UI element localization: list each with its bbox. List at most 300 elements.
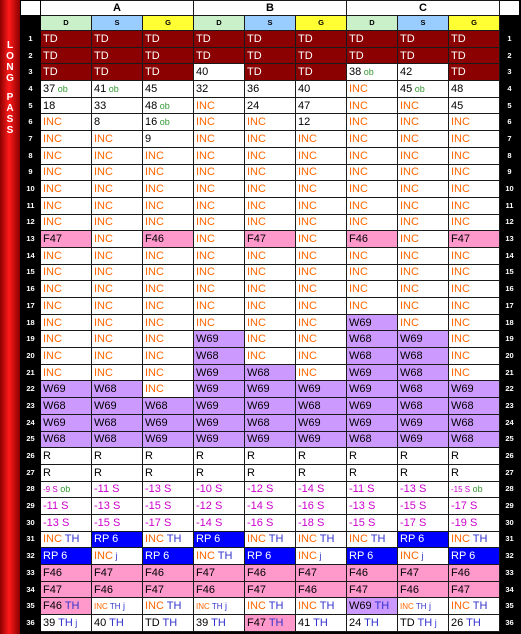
table-cell: INC [449, 247, 500, 264]
row-number: 24 [21, 414, 41, 431]
row-number: 5 [21, 97, 41, 114]
table-cell: INC [347, 114, 398, 131]
table-cell: INC [449, 197, 500, 214]
table-cell: W69 [449, 381, 500, 398]
table-cell: INC [398, 181, 449, 198]
row-number-right: 8 [500, 147, 520, 164]
table-cell: INC [41, 114, 92, 131]
row-number: 15 [21, 264, 41, 281]
table-row [21, 481, 520, 498]
sub-header-a-s: S [92, 16, 143, 31]
table-cell: INC [92, 214, 143, 231]
table-row [21, 214, 520, 231]
table-cell: INC [41, 364, 92, 381]
table-cell: INC [143, 214, 194, 231]
row-number-right: 20 [500, 348, 520, 365]
table-cell: F46 [41, 565, 92, 582]
table-cell: F46 [347, 231, 398, 248]
table-cell: -17 S [143, 514, 194, 531]
table-cell: INC [92, 264, 143, 281]
table-cell: INC TH [41, 531, 92, 548]
table-row [21, 164, 520, 181]
table-row [21, 97, 520, 114]
table-cell: -18 S [296, 514, 347, 531]
table-cell: 33 [92, 97, 143, 114]
row-number-right: 18 [500, 314, 520, 331]
table-cell: -15 S ob [449, 481, 500, 498]
table-cell: INC [347, 264, 398, 281]
table-row [21, 615, 520, 632]
table-cell: W68 [41, 398, 92, 415]
table-cell: INC [41, 348, 92, 365]
table-cell: -10 S [194, 481, 245, 498]
table-cell: INC [296, 348, 347, 365]
table-cell: INC [194, 281, 245, 298]
table-cell: INC [449, 364, 500, 381]
table-cell: -14 S [194, 514, 245, 531]
table-cell: W68 [245, 414, 296, 431]
table-row [21, 498, 520, 515]
table-cell: INC [296, 147, 347, 164]
row-number: 33 [21, 565, 41, 582]
table-cell: INC [245, 281, 296, 298]
table-cell: F47 [449, 231, 500, 248]
table-cell: W69 [143, 431, 194, 448]
row-number-right: 12 [500, 214, 520, 231]
table-cell: R [92, 448, 143, 465]
group-header-b: B [194, 1, 347, 16]
table-cell: R [41, 464, 92, 481]
table-cell: W69 [296, 381, 347, 398]
table-row [21, 531, 520, 548]
row-number: 28 [21, 481, 41, 498]
table-cell: 18 [41, 97, 92, 114]
table-cell: INC [194, 97, 245, 114]
table-cell: 45 [449, 97, 500, 114]
table-cell: INC [41, 214, 92, 231]
table-cell: INC [245, 348, 296, 365]
table-cell: F47 [347, 581, 398, 598]
table-row [21, 314, 520, 331]
table-cell: W69 [41, 414, 92, 431]
table-row [21, 598, 520, 615]
table-cell: INC [347, 147, 398, 164]
table-cell: INC [449, 131, 500, 148]
row-number-right: 22 [500, 381, 520, 398]
table-cell: -15 S [92, 514, 143, 531]
table-cell: INC [143, 348, 194, 365]
table-cell: TD [245, 64, 296, 81]
table-cell: R [296, 464, 347, 481]
table-cell: 24 [245, 97, 296, 114]
table-cell: TD [296, 47, 347, 64]
table-cell: INC [41, 164, 92, 181]
corner-cell-right [500, 16, 520, 31]
table-cell: INC [296, 314, 347, 331]
table-cell: RP 6 [41, 548, 92, 565]
table-cell: W69 [245, 398, 296, 415]
row-number: 13 [21, 231, 41, 248]
table-cell: F47 [449, 581, 500, 598]
row-number: 17 [21, 298, 41, 315]
table-cell: TD TH [143, 615, 194, 632]
table-cell: INC [398, 264, 449, 281]
table-cell: INC [245, 147, 296, 164]
table-row [21, 448, 520, 465]
table-cell: W68 [398, 364, 449, 381]
table-row [21, 548, 520, 565]
corner-cell [21, 1, 41, 16]
table-cell: INC [41, 247, 92, 264]
table-cell: INC [143, 181, 194, 198]
table-cell: INC [449, 314, 500, 331]
table-cell: INC [347, 197, 398, 214]
table-cell: INC TH [449, 531, 500, 548]
table-cell: INC [41, 264, 92, 281]
table-cell: F46 [398, 581, 449, 598]
table-cell: W69 [296, 431, 347, 448]
table-cell: INC [194, 314, 245, 331]
table-row [21, 131, 520, 148]
table-cell: INC [194, 264, 245, 281]
table-cell: -12 S [245, 481, 296, 498]
row-number-right: 2 [500, 47, 520, 64]
row-number: 9 [21, 164, 41, 181]
table-cell: INC [449, 348, 500, 365]
table-cell: -14 S [245, 498, 296, 515]
table-row [21, 281, 520, 298]
table-cell: W69 [245, 381, 296, 398]
row-number: 11 [21, 197, 41, 214]
table-cell: INC [92, 348, 143, 365]
table-cell: TD [41, 47, 92, 64]
table-cell: W69 [296, 414, 347, 431]
table-cell: INC TH [296, 531, 347, 548]
row-number-right: 34 [500, 581, 520, 598]
table-cell: W69 [347, 314, 398, 331]
row-number-right: 27 [500, 464, 520, 481]
sub-header-b-s: S [245, 16, 296, 31]
table-cell: F46 [296, 581, 347, 598]
table-row [21, 398, 520, 415]
table-cell: W68 [449, 431, 500, 448]
table-cell: INC [296, 364, 347, 381]
table-row [21, 348, 520, 365]
table-cell: RP 6 [398, 531, 449, 548]
row-number-right: 1 [500, 31, 520, 48]
table-cell: W68 [143, 398, 194, 415]
table-cell: INC [347, 298, 398, 315]
table-cell: INC [398, 247, 449, 264]
table-cell: F46 [347, 565, 398, 582]
table-cell: W69 [398, 331, 449, 348]
table-cell: 24 TH [347, 615, 398, 632]
table-row [21, 64, 520, 81]
table-cell: F46 [143, 231, 194, 248]
row-number: 1 [21, 31, 41, 48]
table-cell: R [143, 464, 194, 481]
table-cell: W69 [194, 414, 245, 431]
table-cell: INC [296, 131, 347, 148]
table-cell: -14 S [296, 481, 347, 498]
table-cell: INC [41, 298, 92, 315]
table-cell: INC [347, 281, 398, 298]
row-number: 10 [21, 181, 41, 198]
table-cell: INC [347, 97, 398, 114]
table-cell: INC [92, 197, 143, 214]
table-cell: -13 S [398, 481, 449, 498]
table-cell: W69 [347, 414, 398, 431]
table-cell: 40 TH [92, 615, 143, 632]
table-cell: INC [245, 164, 296, 181]
table-cell: INC [449, 298, 500, 315]
table-row [21, 31, 520, 48]
table-cell: F46 [194, 581, 245, 598]
table-cell: TD [143, 31, 194, 48]
table-cell: INC [296, 181, 347, 198]
table-cell: RP 6 [143, 548, 194, 565]
table-cell: INC [194, 231, 245, 248]
table-cell: INC [449, 164, 500, 181]
table-cell: INC [143, 281, 194, 298]
table-cell: W69 [398, 414, 449, 431]
table-cell: -13 S [347, 498, 398, 515]
row-number-right: 29 [500, 498, 520, 515]
row-number-right: 35 [500, 598, 520, 615]
row-number-right: 30 [500, 514, 520, 531]
table-cell: 9 [143, 131, 194, 148]
table-cell: INC [194, 147, 245, 164]
row-number-right: 15 [500, 264, 520, 281]
table-cell: INC [143, 314, 194, 331]
group-header-a: A [41, 1, 194, 16]
table-cell: INC [143, 331, 194, 348]
row-number: 26 [21, 448, 41, 465]
table-cell: 48 [449, 81, 500, 98]
table-cell: W68 [398, 348, 449, 365]
table-cell: INC TH [143, 598, 194, 615]
table-cell: INC [143, 147, 194, 164]
table-cell: -16 S [296, 498, 347, 515]
table-cell: INC TH [449, 598, 500, 615]
table-cell: INC [245, 114, 296, 131]
table-row [21, 231, 520, 248]
row-number: 29 [21, 498, 41, 515]
table-cell: INC [143, 381, 194, 398]
row-number: 8 [21, 147, 41, 164]
table-cell: W69 [245, 431, 296, 448]
table-cell: INC [398, 281, 449, 298]
table-cell: INC [347, 247, 398, 264]
table-cell: INC [41, 197, 92, 214]
table-row [21, 565, 520, 582]
table-cell: F47 TH [245, 615, 296, 632]
table-cell: W69 [92, 398, 143, 415]
table-cell: TD [143, 64, 194, 81]
table-cell: 36 [245, 81, 296, 98]
table-cell: W69 [347, 398, 398, 415]
table-cell: INC [92, 164, 143, 181]
table-cell: INC TH j [92, 598, 143, 615]
table-cell: RP 6 [347, 548, 398, 565]
table-cell: 26 TH [449, 615, 500, 632]
table-cell: R [245, 448, 296, 465]
table-row [21, 431, 520, 448]
table-cell: -11 S [92, 481, 143, 498]
table-cell: -11 S [347, 481, 398, 498]
table-cell: RP 6 [92, 531, 143, 548]
table-cell: 42 [398, 64, 449, 81]
table-cell: F47 [41, 581, 92, 598]
table-cell: 37 ob [41, 81, 92, 98]
table-cell: INC [194, 247, 245, 264]
table-cell: R [398, 464, 449, 481]
table-cell: INC [245, 264, 296, 281]
pass-table-container [20, 0, 520, 632]
table-cell: INC [449, 147, 500, 164]
table-cell: INC [41, 331, 92, 348]
table-cell: F47 [398, 565, 449, 582]
table-cell: F46 [143, 565, 194, 582]
table-cell: TD [449, 31, 500, 48]
table-cell: INC [449, 331, 500, 348]
table-cell: INC [41, 314, 92, 331]
table-cell: F46 [92, 581, 143, 598]
table-cell: TD [296, 31, 347, 48]
table-cell: INC j [92, 548, 143, 565]
table-cell: W69 [194, 331, 245, 348]
table-cell: INC [92, 331, 143, 348]
table-cell: INC [245, 197, 296, 214]
table-cell: INC [92, 131, 143, 148]
row-number: 35 [21, 598, 41, 615]
table-row [21, 247, 520, 264]
table-cell: INC [296, 331, 347, 348]
table-cell: INC TH j [194, 598, 245, 615]
table-cell: -13 S [41, 514, 92, 531]
table-cell: -17 S [398, 514, 449, 531]
table-cell: R [347, 448, 398, 465]
table-cell: R [143, 448, 194, 465]
table-cell: INC [296, 281, 347, 298]
table-cell: 39 TH j [41, 615, 92, 632]
row-number-right: 31 [500, 531, 520, 548]
table-cell: F47 [92, 565, 143, 582]
table-cell: INC [398, 97, 449, 114]
table-cell: INC [398, 314, 449, 331]
table-cell: F47 [143, 581, 194, 598]
table-cell: W69 [194, 398, 245, 415]
table-cell: INC [245, 181, 296, 198]
table-cell: TD [347, 47, 398, 64]
table-cell: INC [296, 298, 347, 315]
table-cell: TD [449, 47, 500, 64]
sub-header-a-g: G [143, 16, 194, 31]
row-number-right: 16 [500, 281, 520, 298]
table-cell: W68 [398, 381, 449, 398]
table-cell: INC [92, 364, 143, 381]
sub-header-b-d: D [194, 16, 245, 31]
table-cell: INC TH [245, 598, 296, 615]
table-cell: INC [194, 181, 245, 198]
sub-header-a-d: D [41, 16, 92, 31]
table-cell: W68 [92, 431, 143, 448]
table-cell: F46 [449, 565, 500, 582]
table-cell: TD [41, 64, 92, 81]
table-cell: INC [449, 181, 500, 198]
row-number-right: 33 [500, 565, 520, 582]
table-cell: INC [296, 197, 347, 214]
table-cell: TD [194, 47, 245, 64]
row-number: 23 [21, 398, 41, 415]
table-cell: INC [398, 298, 449, 315]
row-number-right: 32 [500, 548, 520, 565]
table-cell: 41 ob [92, 81, 143, 98]
table-cell: INC [398, 164, 449, 181]
table-cell: INC [398, 147, 449, 164]
pass-table [20, 0, 520, 632]
row-number-right: 4 [500, 81, 520, 98]
row-number-right: 36 [500, 615, 520, 632]
table-cell: W69 TH [347, 598, 398, 615]
row-number-right: 7 [500, 131, 520, 148]
table-cell: -9 S ob [41, 481, 92, 498]
table-cell: W68 [449, 414, 500, 431]
row-number: 12 [21, 214, 41, 231]
table-cell: INC [449, 281, 500, 298]
table-cell: -16 S [245, 514, 296, 531]
table-cell: INC TH [245, 531, 296, 548]
table-row [21, 414, 520, 431]
table-cell: 8 [92, 114, 143, 131]
table-cell: W69 [347, 364, 398, 381]
table-cell: TD [92, 47, 143, 64]
table-cell: INC [143, 164, 194, 181]
row-number: 22 [21, 381, 41, 398]
table-cell: INC [245, 247, 296, 264]
table-cell: TD [398, 47, 449, 64]
row-number-right: 3 [500, 64, 520, 81]
long-pass-sidebar [0, 0, 20, 634]
table-cell: -17 S [449, 498, 500, 515]
table-cell: F47 [245, 231, 296, 248]
table-cell: W69 [143, 414, 194, 431]
table-cell: RP 6 [449, 548, 500, 565]
table-row [21, 264, 520, 281]
row-number: 14 [21, 247, 41, 264]
table-cell: W68 [398, 398, 449, 415]
row-number: 7 [21, 131, 41, 148]
table-cell: R [296, 448, 347, 465]
row-number: 6 [21, 114, 41, 131]
table-cell: TD [347, 31, 398, 48]
table-cell: W69 [194, 431, 245, 448]
row-number: 30 [21, 514, 41, 531]
table-row [21, 114, 520, 131]
table-cell: -13 S [92, 498, 143, 515]
table-cell: INC [143, 247, 194, 264]
table-cell: 48 ob [143, 97, 194, 114]
group-header-c: C [347, 1, 500, 16]
table-cell: W69 [41, 381, 92, 398]
table-cell: TD [245, 47, 296, 64]
table-row [21, 298, 520, 315]
table-cell: INC [398, 214, 449, 231]
table-cell: R [449, 464, 500, 481]
group-header-row [21, 1, 520, 16]
table-cell: W69 [194, 381, 245, 398]
table-row [21, 514, 520, 531]
